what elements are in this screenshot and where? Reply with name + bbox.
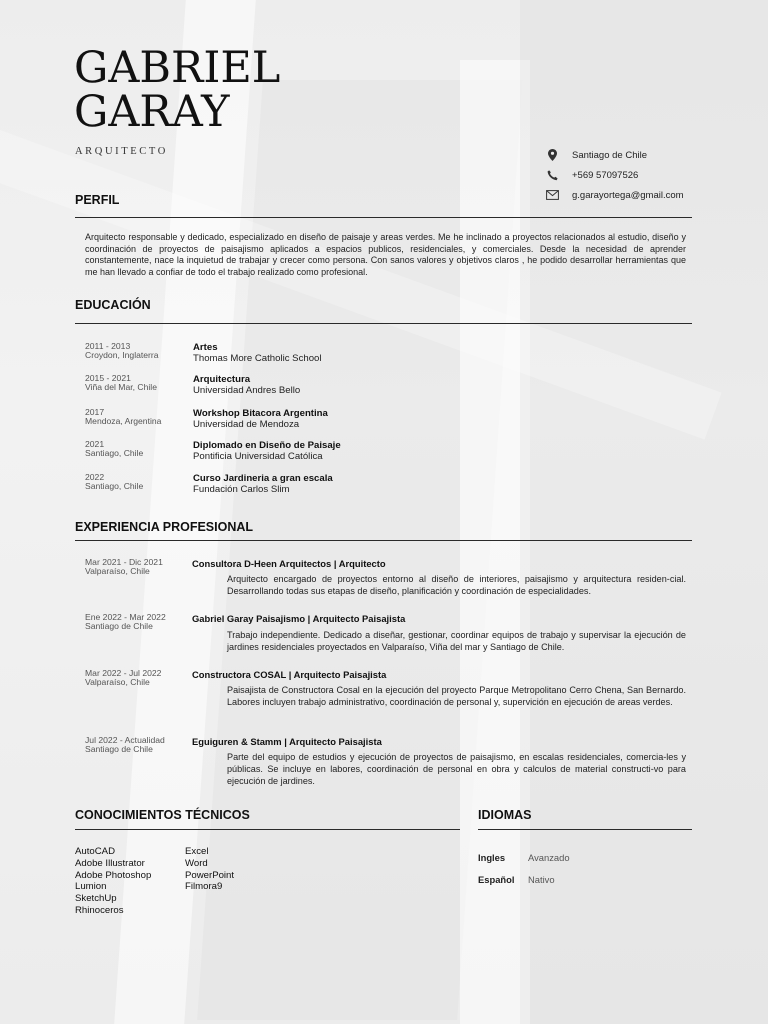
software-list-1 bbox=[75, 846, 151, 917]
skill-item: AutoCAD bbox=[75, 846, 115, 857]
skill-item: Rhinoceros bbox=[75, 904, 124, 916]
experience-place: Santiago de Chile bbox=[85, 744, 153, 754]
skill-item: PowerPoint bbox=[185, 869, 235, 881]
education-degree: Curso Jardineria a gran escala bbox=[193, 473, 333, 484]
skill-item: Lumion bbox=[75, 881, 107, 893]
idiomas-divider bbox=[478, 829, 692, 830]
skill-item: Adobe Photoshop bbox=[75, 869, 152, 881]
map-pin-icon bbox=[544, 148, 560, 162]
experiencia-heading: EXPERIENCIA PROFESIONAL bbox=[75, 520, 254, 534]
experience-title: Eguiguren & Stamm | Arquitecto Paisajista bbox=[192, 736, 382, 747]
conocimientos-divider bbox=[75, 829, 460, 830]
first-name: GABRIEL bbox=[74, 43, 281, 93]
education-institution: Pontificia Universidad Católica bbox=[193, 451, 323, 462]
education-place: Croydon, Inglaterra bbox=[85, 350, 159, 360]
phone-icon bbox=[544, 168, 560, 182]
perfil-heading: PERFIL bbox=[75, 193, 120, 207]
experience-place: Valparaíso, Chile bbox=[85, 566, 150, 576]
education-place: Santiago, Chile bbox=[85, 481, 144, 491]
experience-dates: Mar 2022 - Jul 2022 bbox=[85, 668, 162, 678]
experience-dates: Ene 2022 - Mar 2022 bbox=[85, 612, 166, 622]
education-years: 2021 bbox=[85, 439, 105, 449]
contact-phone bbox=[544, 165, 744, 185]
education-institution: Thomas More Catholic School bbox=[193, 353, 322, 364]
experience-description: Paisajista de Constructora Cosal en la ejecución del proyecto Parque Metropolitano Cerro Chena, San Bernardo. Labores incluyen trabajo administrativo, coordinación de personal y, supervición en ejecución de areas verdes. bbox=[227, 685, 686, 707]
perfil-divider bbox=[75, 217, 692, 218]
experience-description: Parte del equipo de estudios y ejecución de proyectos de paisajismo, en escalas residenciales, comercia-les y públicas. Se incluye en labores, coordinación de personal en obra y calculos de material constructi-vo para ejecución de jardines. bbox=[227, 752, 686, 786]
envelope-icon bbox=[544, 188, 560, 202]
education-institution: Fundación Carlos Slim bbox=[193, 484, 290, 495]
experience-title: Gabriel Garay Paisajismo | Arquitecto Paisajista bbox=[192, 613, 406, 624]
language-level: Nativo bbox=[528, 874, 555, 885]
education-institution: Universidad Andres Bello bbox=[193, 385, 301, 396]
phone-text: +569 57097526 bbox=[572, 169, 639, 181]
language-name: Español bbox=[478, 874, 515, 885]
education-degree: Workshop Bitacora Argentina bbox=[193, 408, 328, 419]
contact-email[interactable] bbox=[544, 185, 744, 205]
education-degree: Diplomado en Diseño de Paisaje bbox=[193, 440, 341, 451]
last-name: GARAY bbox=[74, 87, 230, 137]
education-place: Santiago, Chile bbox=[85, 448, 144, 458]
experience-dates: Mar 2021 - Dic 2021 bbox=[85, 557, 163, 567]
experience-place: Santiago de Chile bbox=[85, 621, 153, 631]
software-list-2 bbox=[185, 846, 234, 893]
experience-title: Consultora D-Heen Arquitectos | Arquitecto bbox=[192, 558, 386, 569]
location-text: Santiago de Chile bbox=[572, 149, 647, 161]
contact-location bbox=[544, 145, 744, 165]
education-degree: Arquitectura bbox=[193, 374, 251, 385]
experiencia-divider bbox=[75, 540, 692, 541]
conocimientos-heading: CONOCIMIENTOS TÉCNICOS bbox=[75, 808, 250, 822]
language-name: Ingles bbox=[478, 852, 506, 863]
skill-item: Word bbox=[185, 857, 208, 869]
email-text[interactable]: g.garayortega@gmail.com bbox=[572, 189, 684, 201]
education-place: Mendoza, Argentina bbox=[85, 416, 162, 426]
job-title: ARQUITECTO bbox=[75, 146, 168, 157]
perfil-text: Arquitecto responsable y dedicado, especializado en diseño de paisaje y areas verdes. Me he inclinado a proyectos relacionados al estudio, diseño y coordinación de proyectos de paisajismo aplicados a espacios publicos, residenciales, y comerciales. Desde la necesidad de aprender constantemente, nace la inquietud de trabajar y crecer como persona. Con sanos valores y objetivos claros , he podido desarrollar herramientas que me han llevado a confiar de todo el trabajo realizado como profesional. bbox=[85, 232, 686, 277]
educacion-heading: EDUCACIÓN bbox=[75, 298, 151, 312]
education-degree: Artes bbox=[193, 342, 218, 353]
full-name bbox=[74, 43, 281, 137]
language-level: Avanzado bbox=[528, 852, 570, 863]
education-years: 2011 - 2013 bbox=[85, 341, 131, 351]
experience-description: Trabajo independiente. Dedicado a diseñar, gestionar, coordinar equipos de trabajo y supervisar la ejecución de jardines residenciales proyectados en Valparaíso, Viña del mar y Santiago de Chile. bbox=[227, 630, 686, 652]
education-years: 2015 - 2021 bbox=[85, 373, 131, 383]
education-years: 2022 bbox=[85, 472, 105, 482]
skill-item: Excel bbox=[185, 846, 209, 857]
education-place: Viña del Mar, Chile bbox=[85, 382, 157, 392]
experience-description: Arquitecto encargado de proyectos entorno al diseño de interiores, paisajismo y arquitectura residen-cial. Desarrollando todas sus etapas de diseño, planificación y coordinación de especialidades. bbox=[227, 574, 686, 596]
skill-item: Filmora9 bbox=[185, 881, 223, 893]
skill-item: Adobe Illustrator bbox=[75, 857, 145, 869]
experience-title: Constructora COSAL | Arquitecto Paisajista bbox=[192, 669, 387, 680]
experience-place: Valparaíso, Chile bbox=[85, 677, 150, 687]
education-years: 2017 bbox=[85, 407, 105, 417]
experience-dates: Jul 2022 - Actualidad bbox=[85, 735, 165, 745]
skill-item: SketchUp bbox=[75, 893, 117, 905]
contact-block bbox=[544, 145, 744, 205]
educacion-divider bbox=[75, 323, 692, 324]
education-institution: Universidad de Mendoza bbox=[193, 419, 300, 430]
idiomas-heading: IDIOMAS bbox=[478, 808, 532, 822]
